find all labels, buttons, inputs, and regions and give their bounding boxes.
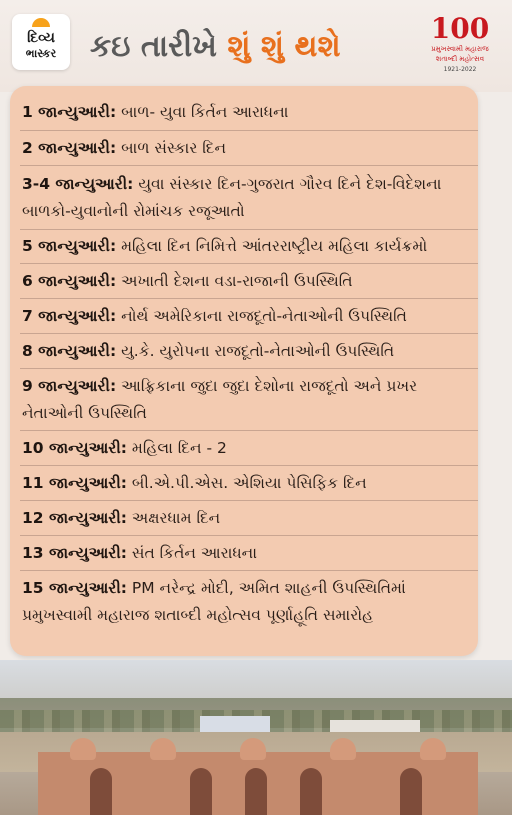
logo-line1: દિવ્ય — [27, 30, 55, 46]
schedule-date: 6 જાન્યુઆરી: — [22, 271, 117, 290]
temple-dome — [330, 738, 356, 760]
temple-dome — [150, 738, 176, 760]
temple-arch — [400, 768, 422, 815]
schedule-date: 11 જાન્યુઆરી: — [22, 473, 127, 492]
schedule-row-text — [22, 470, 472, 497]
schedule-row-text — [22, 135, 472, 162]
schedule-row-text — [22, 338, 472, 365]
schedule-row-text — [22, 233, 472, 260]
schedule-row-text — [22, 171, 472, 225]
schedule-date: 12 જાન્યુઆરી: — [22, 508, 127, 527]
schedule-row — [20, 466, 478, 501]
schedule-date: 10 જાન્યુઆરી: — [22, 438, 127, 457]
page-title — [90, 22, 420, 72]
sun-icon — [32, 18, 50, 27]
schedule-row — [20, 431, 478, 466]
schedule-date: 8 જાન્યુઆરી: — [22, 341, 117, 360]
schedule-row — [20, 264, 478, 299]
schedule-event: બાળ- યુવા કિર્તન આરાધના — [121, 103, 289, 121]
schedule-event: સંત કિર્તન આરાધના — [131, 543, 258, 562]
schedule-event: બાળ સંસ્કાર દિન — [121, 138, 226, 157]
schedule-date: 7 જાન્યુઆરી: — [22, 306, 117, 325]
schedule-row-text — [22, 99, 472, 126]
schedule-row — [20, 334, 478, 369]
schedule-date: 9 જાન્યુઆરી: — [22, 376, 117, 395]
schedule-list — [20, 95, 478, 633]
schedule-date: 3-4 જાન્યુઆરી: — [22, 174, 134, 193]
title-part-a: કઇ તારીખે — [90, 29, 217, 64]
schedule-event: અક્ષરધામ દિન — [131, 508, 221, 527]
temple-dome — [420, 738, 446, 760]
schedule-row-text — [22, 575, 472, 629]
schedule-row — [20, 131, 478, 166]
schedule-row-text — [22, 303, 472, 330]
temple-arch — [245, 768, 267, 815]
schedule-event: બી.એ.પી.એસ. એશિયા પેસિફિક દિન — [131, 473, 367, 492]
schedule-event: મહિલા દિન - 2 — [131, 438, 227, 457]
schedule-row — [20, 299, 478, 334]
centenary-number: 100 — [430, 12, 490, 45]
temple-arch — [190, 768, 212, 815]
schedule-event: PM નરેન્દ્ર મોદી, અમિત શાહની ઉપસ્થિતિમાં પ્રમુખસ્વામી મહારાજ શતાબ્દી મહોત્સવ પૂર્ણાહૂતિ સમારોહ — [22, 579, 406, 624]
schedule-event: અખાતી દેશના વડા-રાજાની ઉપસ્થિતિ — [121, 271, 353, 290]
schedule-date: 2 જાન્યુઆરી: — [22, 138, 117, 157]
temple-dome — [70, 738, 96, 760]
schedule-event: યુ.કે. યુરોપના રાજદૂતો-નેતાઓની ઉપસ્થિતિ — [121, 341, 395, 360]
schedule-row — [20, 369, 478, 431]
schedule-row — [20, 501, 478, 536]
logo-line2: ભાસ્કર — [25, 47, 57, 60]
schedule-date: 1 જાન્યુઆરી: — [22, 103, 117, 121]
schedule-date: 15 જાન્યુઆરી: — [22, 579, 127, 597]
schedule-date: 13 જાન્યુઆરી: — [22, 543, 127, 562]
divya-bhaskar-logo[interactable] — [12, 14, 70, 70]
temple-arch — [300, 768, 322, 815]
schedule-row — [20, 166, 478, 230]
title-part-b: શું શું થશે — [227, 29, 341, 64]
schedule-row — [20, 95, 478, 131]
schedule-row-text — [22, 505, 472, 532]
schedule-row-text — [22, 435, 472, 462]
centenary-line1: પ્રમુખસ્વામી મહારાજ — [431, 45, 489, 53]
schedule-date: 5 જાન્યુઆરી: — [22, 237, 117, 255]
temple-dome — [240, 738, 266, 760]
schedule-row-text — [22, 540, 472, 567]
centenary-emblem — [420, 12, 500, 78]
temple-arch — [90, 768, 112, 815]
schedule-event: નોર્થ અમેરિકાના રાજદૂતો-નેતાઓની ઉપસ્થિતિ — [121, 306, 407, 325]
schedule-row — [20, 230, 478, 264]
schedule-row — [20, 536, 478, 571]
schedule-row — [20, 571, 478, 633]
schedule-event: યુવા સંસ્કાર દિન-ગુજરાત ગૌરવ દિને દેશ-વિદેશના બાળકો-યુવાનોની રોમાંચક રજૂઆતો — [22, 174, 442, 220]
header — [0, 0, 512, 92]
schedule-event: મહિલા દિન નિમિત્તે આંતરરાષ્ટ્રીય મહિલા કાર્યક્રમો — [121, 237, 428, 255]
schedule-row-text — [22, 373, 472, 427]
schedule-event: આફ્રિકાના જુદા જુદા દેશોના રાજદૂતો અને પ્રખર નેતાઓની ઉપસ્થિતિ — [22, 376, 418, 422]
schedule-row-text — [22, 268, 472, 295]
centenary-years: 1921-2022 — [443, 66, 477, 73]
centenary-line2: શતાબ્દી મહોત્સવ — [435, 55, 485, 63]
temple-aerial-photo — [0, 660, 512, 815]
